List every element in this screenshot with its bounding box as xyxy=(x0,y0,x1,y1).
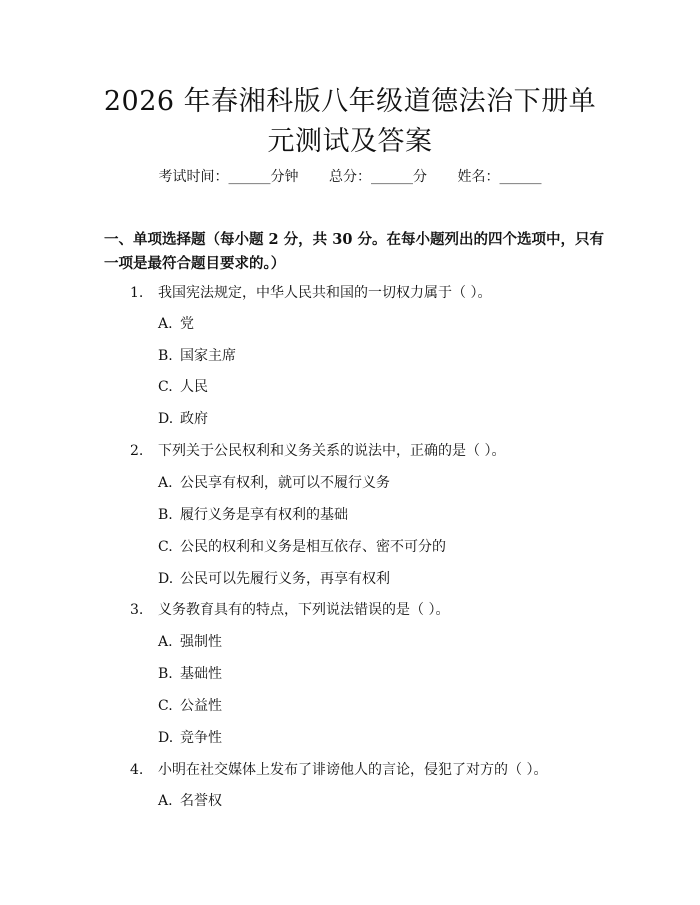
question-3 xyxy=(130,600,449,620)
option-letter: A. xyxy=(158,316,173,332)
question-2-option-a xyxy=(158,473,390,493)
option-letter: C. xyxy=(158,379,173,395)
question-number: 3. xyxy=(130,602,144,618)
exam-meta xyxy=(0,166,700,188)
question-text: 下列关于公民权利和义务关系的说法中，正确的是（ ）。 xyxy=(158,443,506,459)
question-text: 义务教育具有的特点，下列说法错误的是（ ）。 xyxy=(158,602,450,618)
option-text: 履行义务是享有权利的基础 xyxy=(180,507,348,523)
option-letter: C. xyxy=(158,539,173,555)
option-text: 公民享有权利，就可以不履行义务 xyxy=(180,475,390,491)
question-number: 2. xyxy=(130,443,144,459)
option-letter: C. xyxy=(158,698,173,714)
question-2-option-c xyxy=(158,537,446,557)
question-3-option-d xyxy=(158,728,222,748)
exam-time-field: 考试时间：______分钟 xyxy=(158,169,299,185)
option-text: 政府 xyxy=(180,411,208,427)
option-letter: A. xyxy=(158,793,173,809)
question-3-option-c xyxy=(158,696,222,716)
question-text: 我国宪法规定，中华人民共和国的一切权力属于（ ）。 xyxy=(158,285,492,301)
option-text: 公益性 xyxy=(180,698,222,714)
option-letter: D. xyxy=(158,730,174,746)
option-letter: B. xyxy=(158,507,173,523)
question-1-option-d xyxy=(158,409,208,429)
option-letter: A. xyxy=(158,475,173,491)
option-letter: A. xyxy=(158,634,173,650)
section-heading: 一、单项选择题（每小题 2 分，共 30 分。在每小题列出的四个选项中，只有一项是最符合题目要求的。） xyxy=(104,231,604,272)
question-number: 1. xyxy=(130,285,144,301)
question-1-option-a xyxy=(158,314,194,334)
question-4 xyxy=(130,760,547,780)
question-number: 4. xyxy=(130,762,144,778)
name-field: 姓名：______ xyxy=(457,169,542,185)
question-1 xyxy=(130,283,491,303)
question-text: 小明在社交媒体上发布了诽谤他人的言论，侵犯了对方的（ ）。 xyxy=(158,762,548,778)
option-letter: B. xyxy=(158,666,173,682)
question-3-option-b xyxy=(158,664,222,684)
option-text: 人民 xyxy=(180,379,208,395)
option-letter: D. xyxy=(158,411,174,427)
question-2-option-b xyxy=(158,505,348,525)
question-3-option-a xyxy=(158,632,222,652)
question-1-option-b xyxy=(158,346,236,366)
option-letter: B. xyxy=(158,348,173,364)
option-text: 强制性 xyxy=(180,634,222,650)
question-4-option-a xyxy=(158,791,222,811)
document-title: 2026 年春湘科版八年级道德法治下册单元测试及答案 xyxy=(103,86,597,157)
option-text: 国家主席 xyxy=(180,348,236,364)
question-2 xyxy=(130,441,505,461)
option-text: 竞争性 xyxy=(180,730,222,746)
question-1-option-c xyxy=(158,377,208,397)
option-letter: D. xyxy=(158,571,174,587)
option-text: 基础性 xyxy=(180,666,222,682)
option-text: 公民的权利和义务是相互依存、密不可分的 xyxy=(180,539,446,555)
total-score-field: 总分：______分 xyxy=(329,169,427,185)
option-text: 名誉权 xyxy=(180,793,222,809)
option-text: 公民可以先履行义务，再享有权利 xyxy=(180,571,390,587)
option-text: 党 xyxy=(180,316,194,332)
question-2-option-d xyxy=(158,569,390,589)
